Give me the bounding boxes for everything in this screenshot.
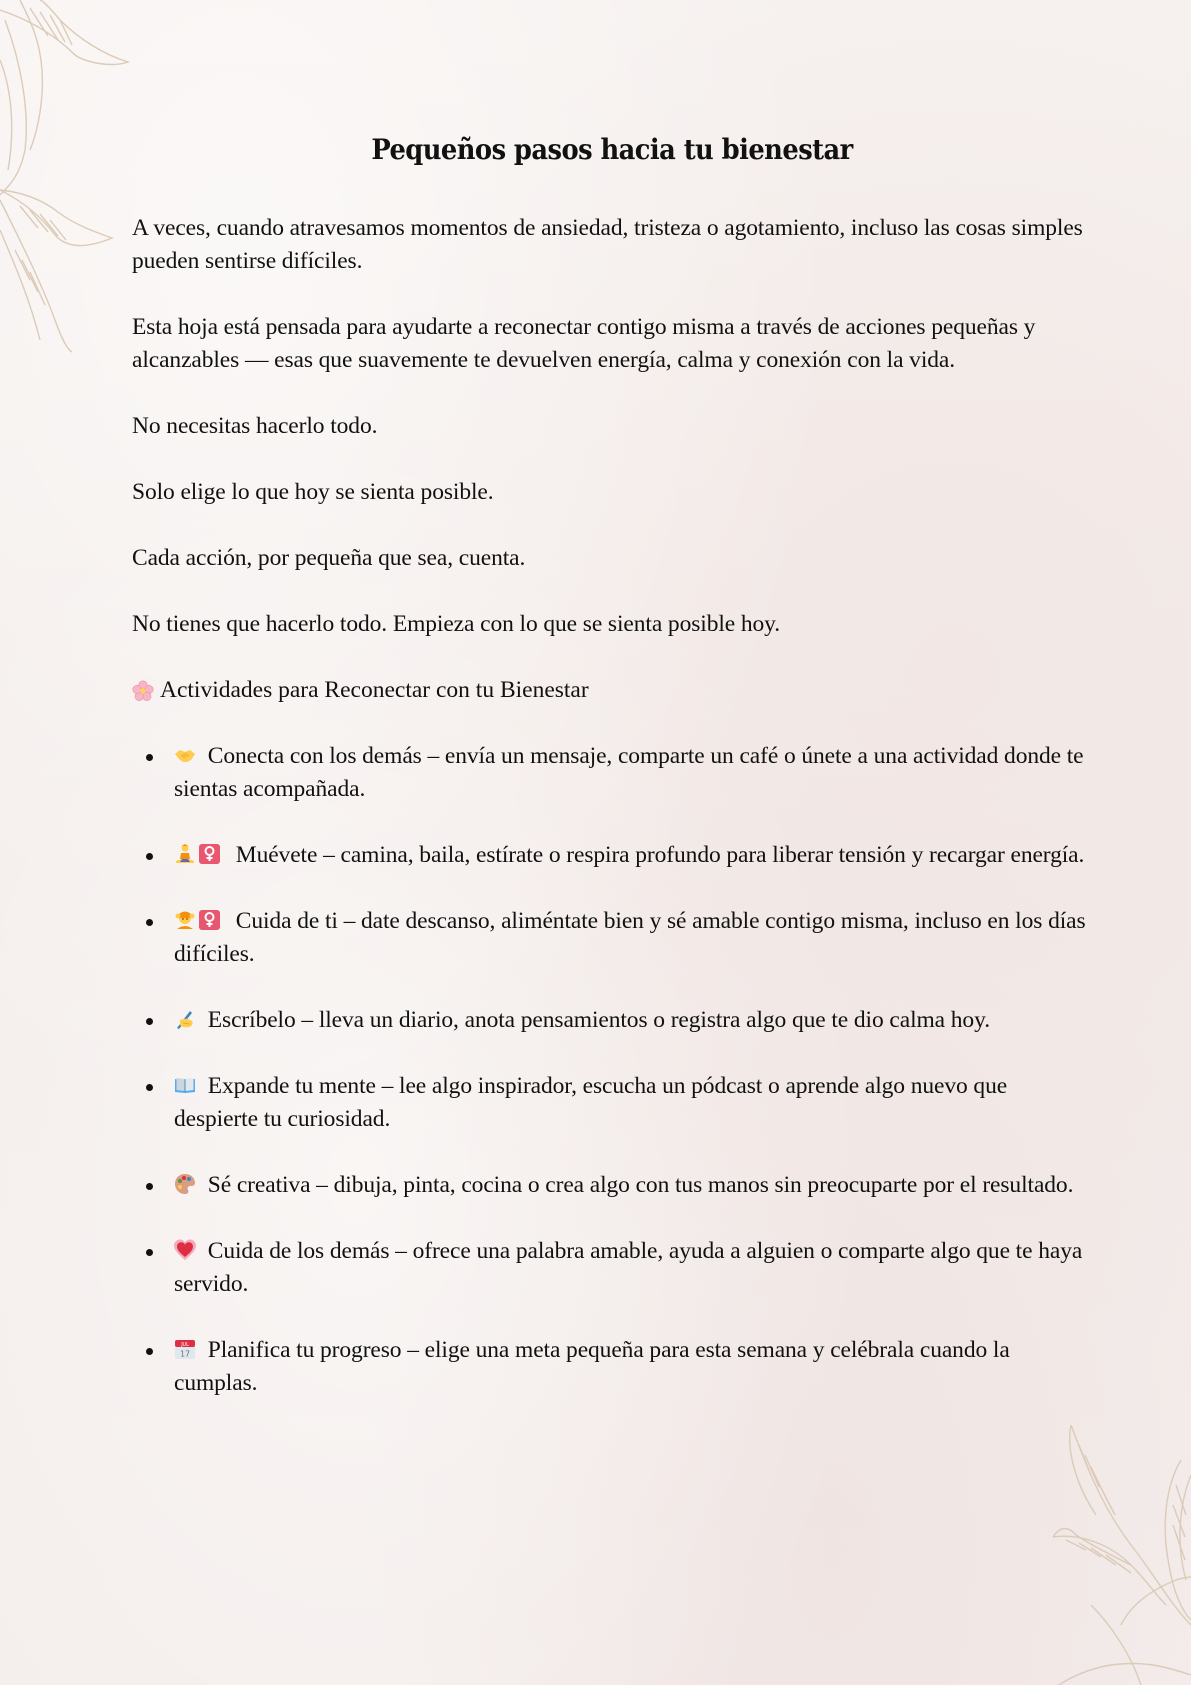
floral-decoration-top-left	[0, 0, 130, 360]
section-heading	[132, 674, 1092, 707]
list-item	[174, 740, 1092, 806]
handshake-icon	[174, 744, 196, 766]
list-item	[174, 1235, 1092, 1301]
activity-text: Expande tu mente – lee algo inspirador, escucha un pódcast o aprende algo nuevo que despierte tu curiosidad.	[174, 1073, 1008, 1132]
woman-getting-massage-icon	[174, 909, 224, 931]
activity-text: Sé creativa – dibuja, pinta, cocina o crea algo con tus manos sin preocuparte por el resultado.	[207, 1172, 1074, 1198]
growing-heart-icon	[174, 1239, 196, 1261]
bullet-icon	[146, 1183, 153, 1190]
svg-text:17: 17	[180, 1349, 190, 1359]
list-item	[174, 1004, 1092, 1037]
bullet-icon	[146, 1249, 153, 1256]
activity-text: Conecta con los demás – envía un mensaje, comparte un café o únete a una actividad donde te sientas acompañada.	[174, 743, 1084, 802]
intro-paragraph: No necesitas hacerlo todo.	[132, 413, 378, 439]
list-item	[174, 1334, 1092, 1400]
intro-paragraph: Solo elige lo que hoy se sienta posible.	[132, 479, 494, 505]
activity-text: Planifica tu progreso – elige una meta pequeña para esta semana y celébrala cuando la cumplas.	[174, 1337, 1010, 1396]
svg-text:JUL: JUL	[181, 1342, 189, 1348]
intro-paragraph: Cada acción, por pequeña que sea, cuenta.	[132, 545, 526, 571]
bullet-icon	[146, 754, 153, 761]
section-heading-text: Actividades para Reconectar con tu Bienestar	[160, 677, 589, 703]
activity-list	[132, 740, 1092, 1400]
bullet-icon	[146, 919, 153, 926]
activity-text: Cuida de ti – date descanso, aliméntate bien y sé amable contigo misma, incluso en los días difíciles.	[174, 908, 1086, 967]
open-book-icon	[174, 1074, 196, 1096]
bullet-icon	[146, 1018, 153, 1025]
cherry-blossom-icon	[132, 680, 154, 702]
woman-meditating-icon	[174, 843, 224, 865]
list-item	[174, 1169, 1092, 1202]
page-title: Pequeños pasos hacia tu bienestar	[371, 133, 853, 166]
activity-text: Cuida de los demás – ofrece una palabra amable, ayuda a alguien o comparte algo que te haya servido.	[174, 1238, 1083, 1297]
bullet-icon	[146, 853, 153, 860]
list-item	[174, 905, 1092, 971]
intro-paragraph: A veces, cuando atravesamos momentos de ansiedad, tristeza o agotamiento, incluso las cosas simples pueden sentirse difíciles.	[132, 215, 1083, 274]
bullet-icon	[146, 1348, 153, 1355]
intro-paragraph: No tienes que hacerlo todo. Empieza con lo que se sienta posible hoy.	[132, 611, 781, 637]
artist-palette-icon	[174, 1173, 196, 1195]
intro-paragraph: Esta hoja está pensada para ayudarte a reconectar contigo misma a través de acciones pequeñas y alcanzables — esas que suavemente te devuelven energía, calma y conexión con la vida.	[132, 314, 1036, 373]
list-item	[174, 1070, 1092, 1136]
document-page	[132, 128, 1092, 1433]
writing-hand-icon	[174, 1008, 196, 1030]
activity-text: Muévete – camina, baila, estírate o respira profundo para liberar tensión y recargar energía.	[235, 842, 1085, 868]
list-item	[174, 839, 1092, 872]
bullet-icon	[146, 1084, 153, 1091]
activity-text: Escríbelo – lleva un diario, anota pensamientos o registra algo que te dio calma hoy.	[207, 1007, 990, 1033]
calendar-icon	[174, 1338, 196, 1360]
